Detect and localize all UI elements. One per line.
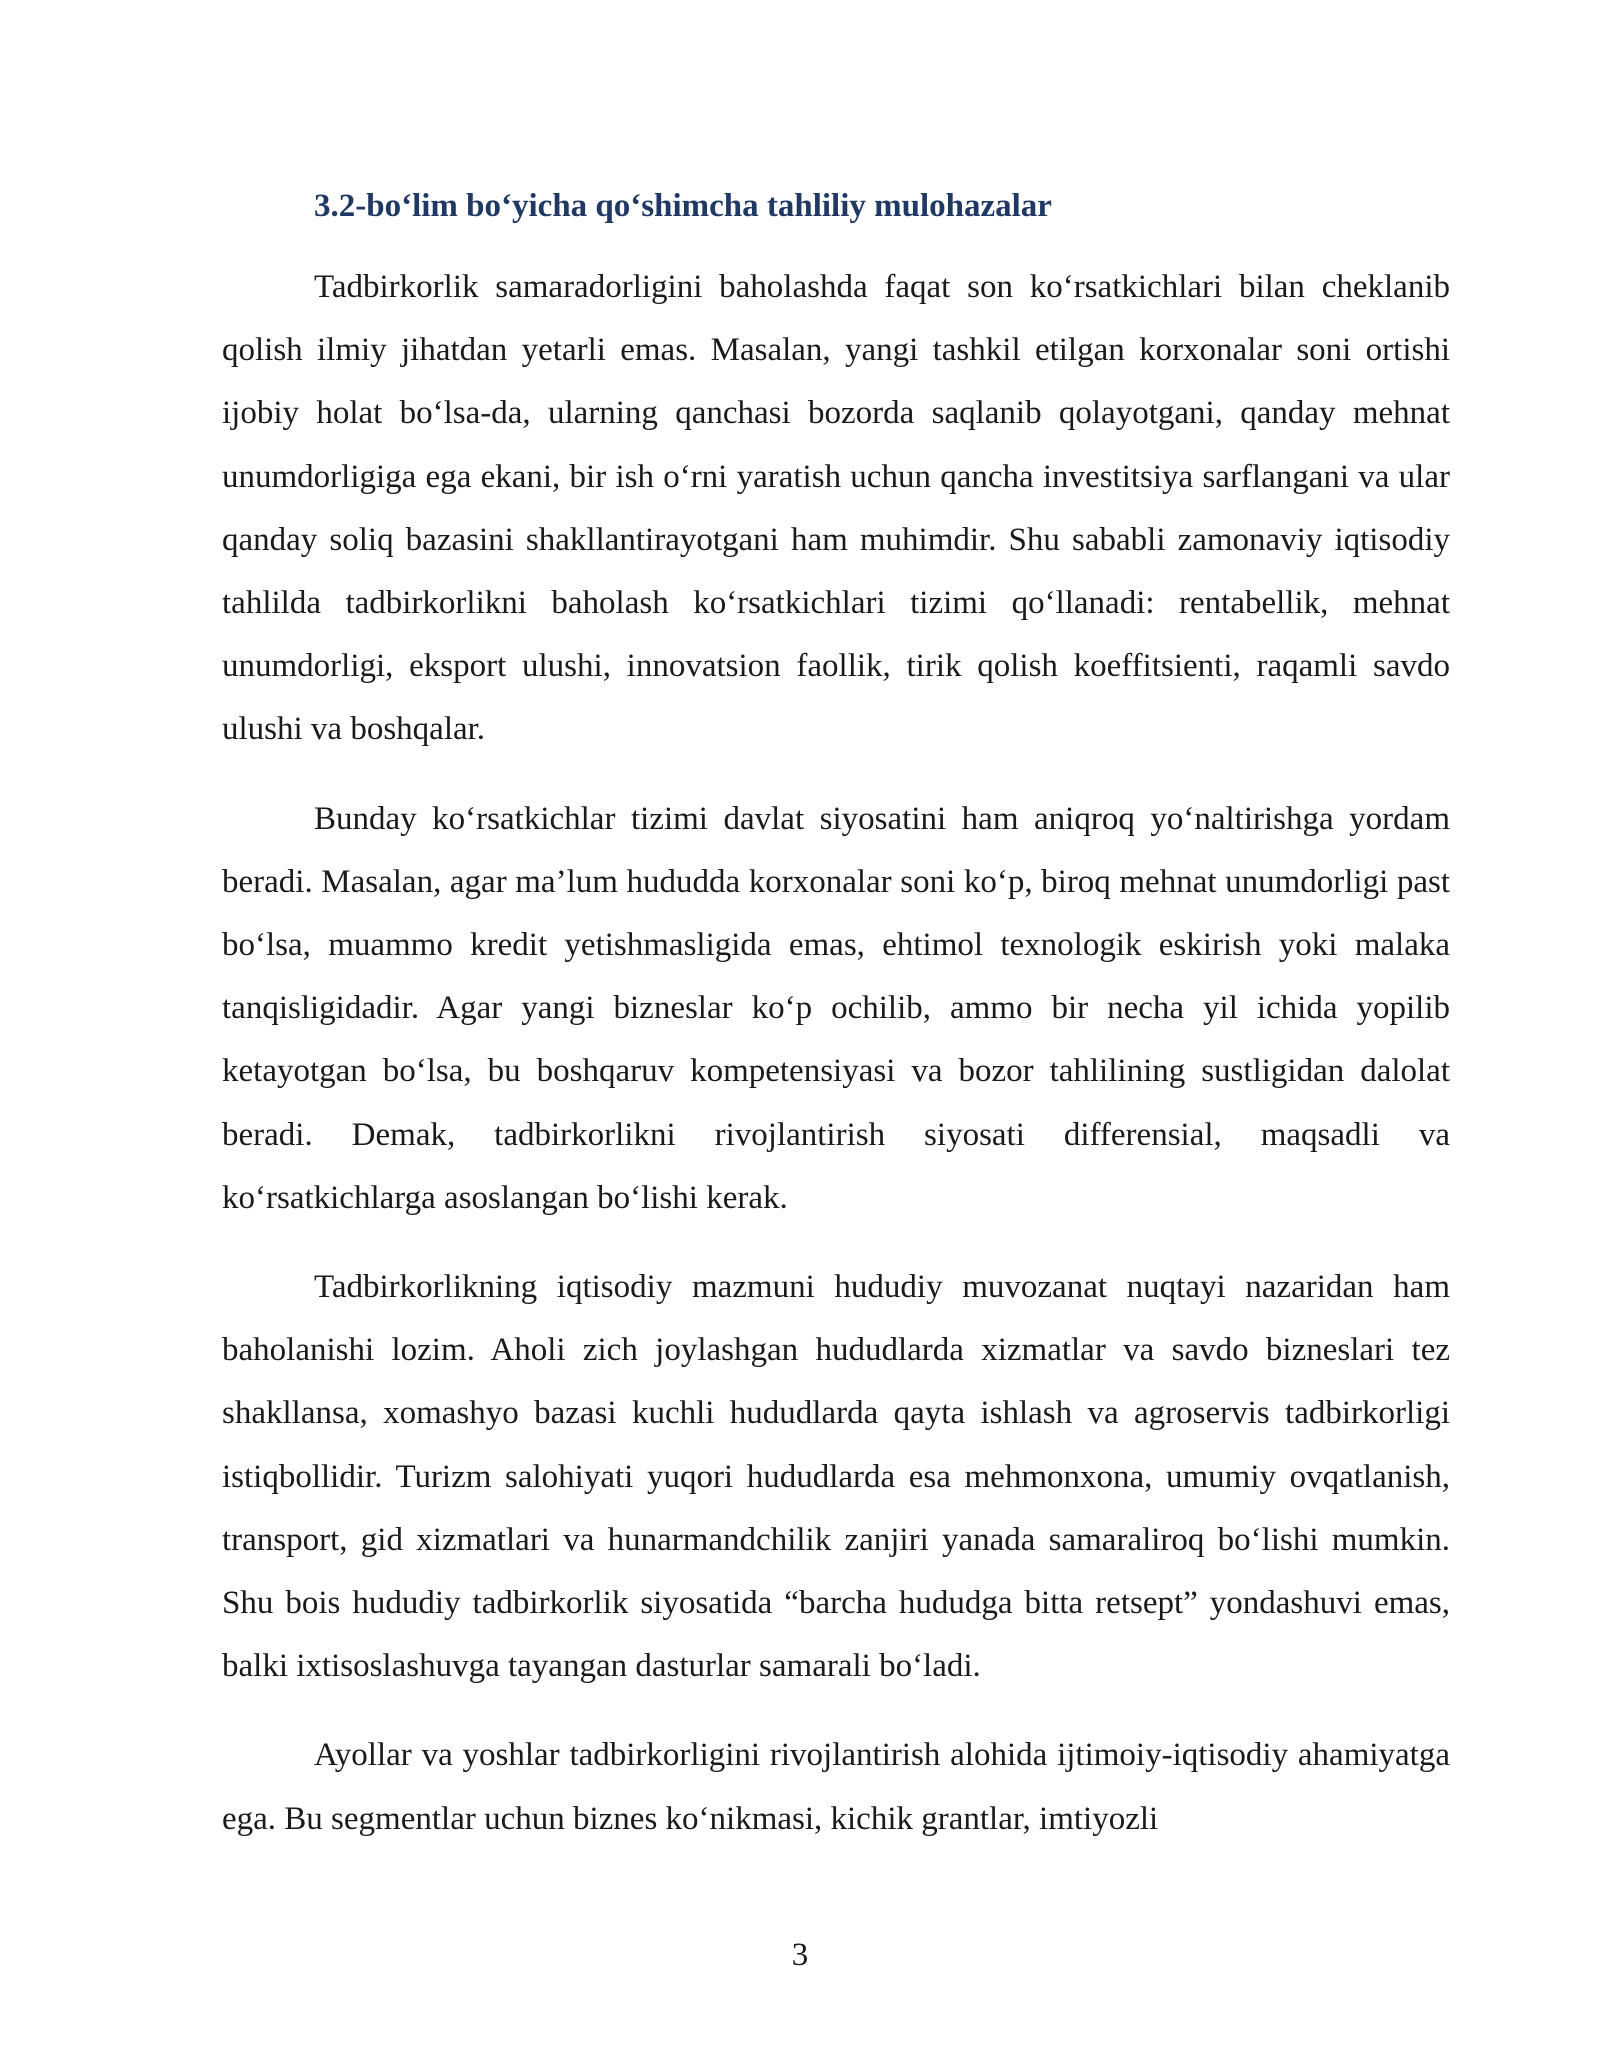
section-heading: 3.2-bo‘lim bo‘yicha qo‘shimcha tahliliy mulohazalar: [314, 188, 1052, 224]
paragraph-1: Tadbirkorlik samaradorligini baholashda faqat son ko‘rsatkichlari bilan cheklanib qolish ilmiy jihatdan yetarli emas. Masalan, yangi tashkil etilgan korxonalar soni ortishi ijobiy holat bo‘lsa-da, ularning qanchasi bozorda saqlanib qolayotgani, qanday mehnat unumdorligiga ega ekani, bir ish o‘rni yaratish uchun qancha investitsiya sarflangani va ular qanday soliq bazasini shakllantirayotgani ham muhimdir. Shu sababli zamonaviy iqtisodiy tahlilda tadbirkorlikni baholash ko‘rsatkichlari tizimi qo‘llanadi: rentabellik, mehnat unumdorligi, eksport ulushi, innovatsion faollik, tirik qolish koeffitsienti, raqamli savdo ulushi va boshqalar.: [222, 269, 1450, 748]
paragraph-3: Tadbirkorlikning iqtisodiy mazmuni hududiy muvozanat nuqtayi nazaridan ham baholanishi lozim. Aholi zich joylashgan hududlarda xizmatlar va savdo bizneslari tez shakllansa, xomashyo bazasi kuchli hududlarda qayta ishlash va agroservis tadbirkorligi istiqbollidir. Turizm salohiyati yuqori hududlarda esa mehmonxona, umumiy ovqatlanish, transport, gid xizmatlari va hunarmandchilik zanjiri yanada samaraliroq bo‘lishi mumkin. Shu bois hududiy tadbirkorlik siyosatida “barcha hududga bitta retsept” yondashuvi emas, balki ixtisoslashuvga tayangan dasturlar samarali bo‘ladi.: [222, 1269, 1450, 1685]
paragraph-2: Bunday ko‘rsatkichlar tizimi davlat siyosatini ham aniqroq yo‘naltirishga yordam beradi. Masalan, agar ma’lum hududda korxonalar soni ko‘p, biroq mehnat unumdorligi past bo‘lsa, muammo kredit yetishmasligida emas, ehtimol texnologik eskirish yoki malaka tanqisligidadir. Agar yangi bizneslar ko‘p ochilib, ammo bir necha yil ichida yopilib ketayotgan bo‘lsa, bu boshqaruv kompetensiyasi va bozor tahlilining sustligidan dalolat beradi. Demak, tadbirkorlikni rivojlantirish siyosati differensial, maqsadli va ko‘rsatkichlarga asoslangan bo‘lishi kerak.: [222, 800, 1450, 1216]
page-number: 3: [791, 1937, 809, 1973]
paragraph-4: Ayollar va yoshlar tadbirkorligini rivojlantirish alohida ijtimoiy-iqtisodiy ahamiyatga ega. Bu segmentlar uchun biznes ko‘nikmasi, kichik grantlar, imtiyozli: [222, 1737, 1450, 1837]
page-content: [222, 182, 1450, 1877]
